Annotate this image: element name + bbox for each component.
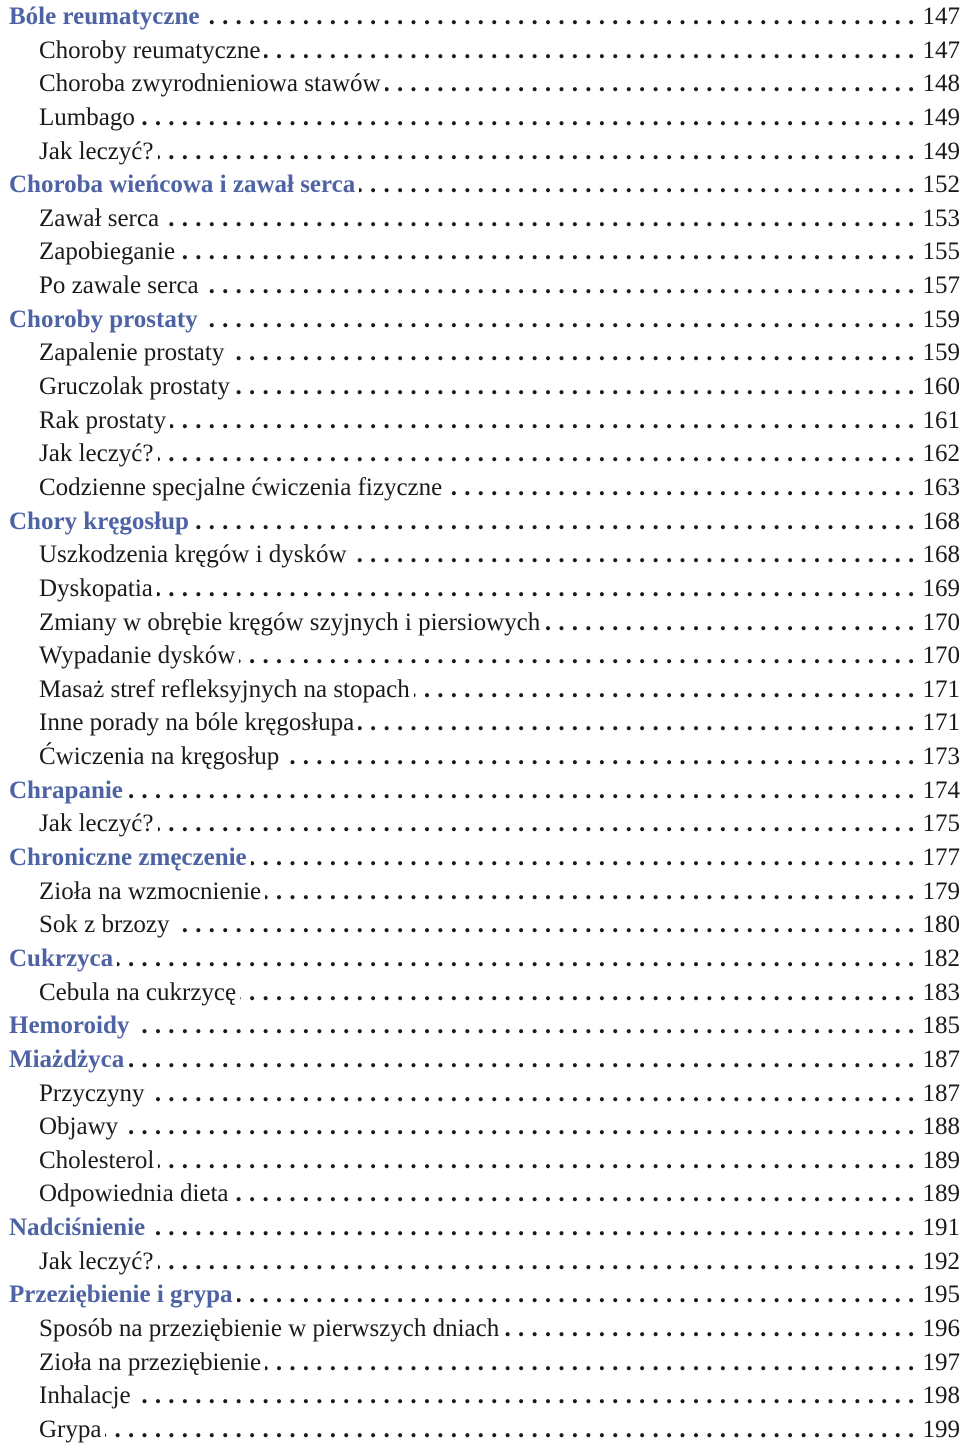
toc-section-entry[interactable] [0, 942, 960, 976]
dot-leader [358, 706, 921, 740]
toc-section-entry[interactable] [0, 0, 960, 34]
toc-entry-title: Jak leczyć? [39, 440, 154, 468]
toc-entry-title: Gruczolak prostaty [39, 373, 230, 401]
dot-leader [283, 740, 921, 774]
toc-subsection-entry[interactable] [0, 572, 960, 606]
toc-entry-title: Chory kręgosłup [9, 507, 189, 535]
toc-entry-page-number: 157 [922, 272, 960, 300]
dot-leader [446, 471, 921, 505]
dot-leader [149, 1211, 921, 1245]
toc-entry-title: Sok z brzozy [39, 911, 170, 939]
toc-entry-page-number: 195 [922, 1281, 960, 1309]
toc-subsection-entry[interactable] [0, 336, 960, 370]
toc-subsection-entry[interactable] [0, 404, 960, 438]
toc-entry-title: Chrapanie [9, 776, 123, 804]
toc-entry-title: Uszkodzenia kręgów i dysków [39, 541, 347, 569]
toc-entry-title: Choroby reumatyczne [39, 36, 261, 64]
toc-entry-title: Objawy [39, 1113, 119, 1141]
toc-subsection-entry[interactable] [0, 1144, 960, 1178]
toc-section-entry[interactable] [0, 303, 960, 337]
toc-subsection-entry[interactable] [0, 269, 960, 303]
toc-entry-page-number: 152 [922, 171, 960, 199]
toc-entry-title: Dyskopatia [39, 574, 153, 602]
dot-leader [127, 774, 922, 808]
toc-subsection-entry[interactable] [0, 235, 960, 269]
toc-entry-page-number: 189 [922, 1146, 960, 1174]
toc-subsection-entry[interactable] [0, 976, 960, 1010]
toc-subsection-entry[interactable] [0, 1346, 960, 1380]
toc-entry-title: Zioła na wzmocnienie [39, 877, 262, 905]
toc-subsection-entry[interactable] [0, 1077, 960, 1111]
toc-entry-title: Masaż stref refleksyjnych na stopach [39, 675, 410, 703]
dot-leader [202, 303, 922, 337]
toc-entry-title: Odpowiednia dieta [39, 1180, 229, 1208]
toc-section-entry[interactable] [0, 168, 960, 202]
toc-entry-page-number: 187 [922, 1045, 960, 1073]
toc-entry-title: Zapobieganie [39, 238, 176, 266]
dot-leader [265, 1346, 921, 1380]
toc-entry-page-number: 168 [922, 541, 960, 569]
dot-leader [251, 841, 922, 875]
toc-entry-page-number: 174 [922, 776, 960, 804]
toc-entry-page-number: 162 [922, 440, 960, 468]
toc-entry-page-number: 185 [922, 1012, 960, 1040]
dot-leader [174, 908, 922, 942]
toc-entry-title: Inhalacje [39, 1382, 131, 1410]
toc-entry-page-number: 159 [922, 339, 960, 367]
toc-entry-title: Choroby prostaty [9, 305, 198, 333]
dot-leader [135, 1379, 922, 1413]
toc-entry-title: Codzienne specjalne ćwiczenia fizyczne [39, 473, 443, 501]
dot-leader [203, 0, 921, 34]
toc-subsection-entry[interactable] [0, 1413, 960, 1447]
toc-entry-title: Hemoroidy [9, 1012, 130, 1040]
dot-leader [265, 875, 921, 909]
toc-subsection-entry[interactable] [0, 135, 960, 169]
toc-entry-page-number: 173 [922, 743, 960, 771]
toc-entry-title: Po zawale serca [39, 272, 199, 300]
dot-leader [234, 370, 922, 404]
toc-subsection-entry[interactable] [0, 1312, 960, 1346]
toc-subsection-entry[interactable] [0, 875, 960, 909]
toc-entry-page-number: 191 [922, 1214, 960, 1242]
toc-entry-title: Zioła na przeziębienie [39, 1348, 262, 1376]
toc-subsection-entry[interactable] [0, 437, 960, 471]
toc-entry-title: Cukrzyca [9, 944, 114, 972]
dot-leader [179, 235, 921, 269]
toc-section-entry[interactable] [0, 505, 960, 539]
toc-entry-page-number: 161 [922, 406, 960, 434]
dot-leader [158, 1245, 922, 1279]
toc-subsection-entry[interactable] [0, 1379, 960, 1413]
toc-entry-title: Zawał serca [39, 204, 160, 232]
toc-entry-page-number: 182 [922, 944, 960, 972]
toc-entry-page-number: 199 [922, 1415, 960, 1443]
toc-entry-title: Rak prostaty [39, 406, 167, 434]
dot-leader [158, 1144, 921, 1178]
toc-entry-title: Cholesterol [39, 1146, 155, 1174]
toc-section-entry[interactable] [0, 841, 960, 875]
toc-entry-page-number: 170 [922, 608, 960, 636]
toc-entry-page-number: 179 [922, 877, 960, 905]
toc-entry-title: Lumbago [39, 103, 135, 131]
dot-leader [149, 1077, 922, 1111]
dot-leader [105, 1413, 921, 1447]
toc-section-entry[interactable] [0, 1009, 960, 1043]
toc-subsection-entry[interactable] [0, 471, 960, 505]
dot-leader [414, 673, 922, 707]
toc-entry-title: Grypa [39, 1415, 102, 1443]
toc-entry-title: Choroba zwyrodnieniowa stawów [39, 70, 381, 98]
dot-leader [351, 538, 922, 572]
toc-entry-page-number: 149 [922, 103, 960, 131]
dot-leader [264, 34, 921, 68]
toc-entry-title: Cebula na cukrzycę [39, 978, 237, 1006]
dot-leader [139, 101, 922, 135]
toc-subsection-entry[interactable] [0, 706, 960, 740]
toc-subsection-entry[interactable] [0, 1110, 960, 1144]
dot-leader [157, 572, 922, 606]
toc-entry-title: Sposób na przeziębienie w pierwszych dniach [39, 1314, 500, 1342]
toc-entry-page-number: 160 [922, 373, 960, 401]
toc-entry-title: Wypadanie dysków [39, 642, 236, 670]
dot-leader [163, 202, 921, 236]
dot-leader [233, 1177, 922, 1211]
toc-entry-page-number: 147 [922, 36, 960, 64]
toc-entry-page-number: 187 [922, 1079, 960, 1107]
toc-entry-page-number: 180 [922, 911, 960, 939]
dot-leader [158, 807, 922, 841]
toc-entry-title: Zapalenie prostaty [39, 339, 225, 367]
dot-leader [133, 1009, 921, 1043]
toc-entry-page-number: 171 [922, 675, 960, 703]
toc-entry-page-number: 196 [922, 1314, 960, 1342]
toc-entry-page-number: 155 [922, 238, 960, 266]
toc-entry-title: Miażdżyca [9, 1045, 125, 1073]
dot-leader [122, 1110, 921, 1144]
toc-entry-title: Przyczyny [39, 1079, 145, 1107]
toc-section-entry[interactable] [0, 1211, 960, 1245]
toc-entry-title: Nadciśnienie [9, 1214, 146, 1242]
dot-leader [117, 942, 921, 976]
dot-leader [228, 336, 921, 370]
toc-subsection-entry[interactable] [0, 673, 960, 707]
toc-section-entry[interactable] [0, 1278, 960, 1312]
toc-entry-page-number: 147 [922, 3, 960, 30]
toc-section-entry[interactable] [0, 1043, 960, 1077]
toc-section-entry[interactable] [0, 774, 960, 808]
toc-entry-title: Jak leczyć? [39, 1247, 154, 1275]
toc-subsection-entry[interactable] [0, 34, 960, 68]
dot-leader [544, 606, 921, 640]
toc-entry-page-number: 192 [922, 1247, 960, 1275]
toc-entry-page-number: 148 [922, 70, 960, 98]
toc-subsection-entry[interactable] [0, 538, 960, 572]
dot-leader [503, 1312, 921, 1346]
dot-leader [158, 135, 922, 169]
toc-subsection-entry[interactable] [0, 606, 960, 640]
dot-leader [359, 168, 921, 202]
toc-entry-page-number: 163 [922, 473, 960, 501]
toc-subsection-entry[interactable] [0, 370, 960, 404]
dot-leader [128, 1043, 921, 1077]
toc-entry-title: Jak leczyć? [39, 810, 154, 838]
toc-subsection-entry[interactable] [0, 639, 960, 673]
toc-subsection-entry[interactable] [0, 1245, 960, 1279]
toc-entry-page-number: 198 [922, 1382, 960, 1410]
toc-subsection-entry[interactable] [0, 1177, 960, 1211]
toc-entry-title: Bóle reumatyczne [9, 3, 200, 30]
toc-entry-title: Przeziębienie i grypa [9, 1281, 233, 1309]
dot-leader [237, 1278, 922, 1312]
toc-subsection-entry[interactable] [0, 740, 960, 774]
dot-leader [170, 404, 921, 438]
toc-entry-page-number: 188 [922, 1113, 960, 1141]
dot-leader [239, 639, 921, 673]
toc-entry-title: Inne porady na bóle kręgosłupa [39, 709, 355, 737]
toc-entry-page-number: 169 [922, 574, 960, 602]
toc-entry-title: Chroniczne zmęczenie [9, 844, 247, 872]
toc-entry-page-number: 171 [922, 709, 960, 737]
toc-entry-title: Zmiany w obrębie kręgów szyjnych i piersiowych [39, 608, 541, 636]
toc-entry-title: Choroba wieńcowa i zawał serca [9, 171, 356, 199]
toc-entry-page-number: 159 [922, 305, 960, 333]
dot-leader [385, 67, 922, 101]
toc-entry-page-number: 149 [922, 137, 960, 165]
toc-subsection-entry[interactable] [0, 101, 960, 135]
toc-entry-page-number: 197 [922, 1348, 960, 1376]
toc-entry-title: Jak leczyć? [39, 137, 154, 165]
toc-subsection-entry[interactable] [0, 202, 960, 236]
toc-entry-page-number: 153 [922, 204, 960, 232]
toc-entry-page-number: 177 [922, 844, 960, 872]
toc-entry-page-number: 168 [922, 507, 960, 535]
toc-entry-page-number: 175 [922, 810, 960, 838]
dot-leader [193, 505, 922, 539]
toc-subsection-entry[interactable] [0, 807, 960, 841]
toc-subsection-entry[interactable] [0, 67, 960, 101]
toc-entry-title: Ćwiczenia na kręgosłup [39, 743, 280, 771]
dot-leader [158, 437, 922, 471]
dot-leader [240, 976, 921, 1010]
toc-entry-page-number: 170 [922, 642, 960, 670]
toc-entry-page-number: 189 [922, 1180, 960, 1208]
dot-leader [203, 269, 922, 303]
toc-entry-page-number: 183 [922, 978, 960, 1006]
toc-subsection-entry[interactable] [0, 908, 960, 942]
